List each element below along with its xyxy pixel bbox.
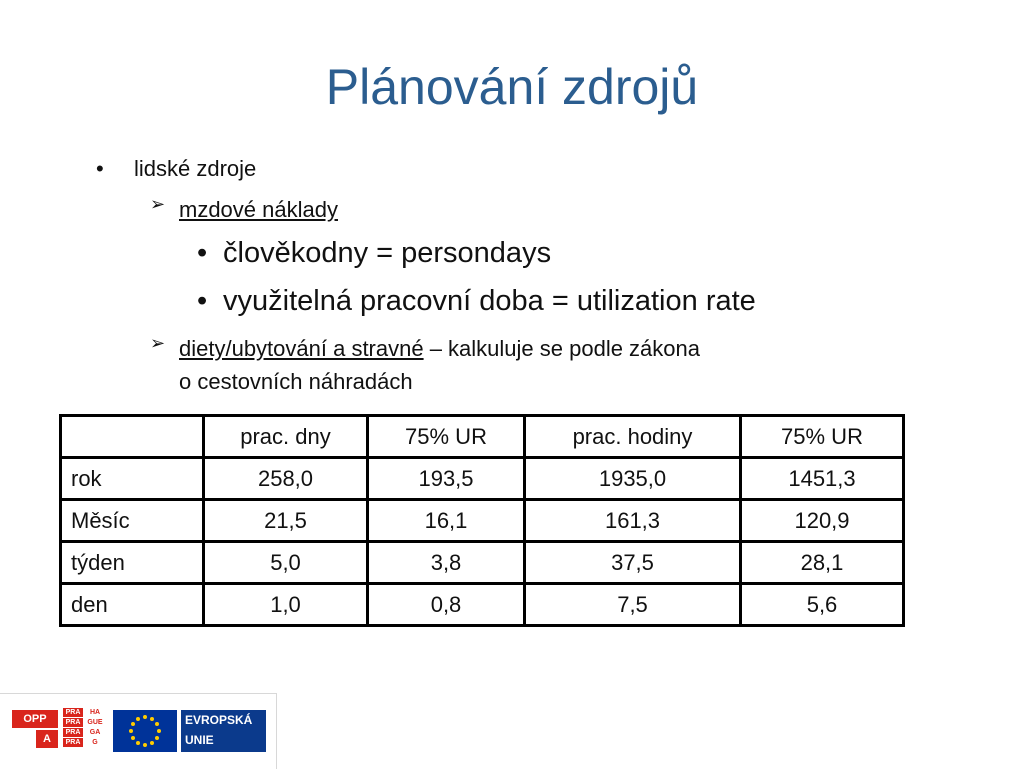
oppa-logo-text: A xyxy=(36,730,58,748)
praha-logo-text: GA xyxy=(85,728,105,737)
table-header-cell: 75% UR xyxy=(368,416,525,458)
table-cell: 193,5 xyxy=(368,458,525,500)
table-row-label: Měsíc xyxy=(61,500,204,542)
bullet-text-line2: o cestovních náhradách xyxy=(179,369,413,394)
praha-logo-text: PRA xyxy=(63,708,83,717)
arrow-bullet-icon: ➢ xyxy=(150,194,166,214)
praha-logo-text: HA xyxy=(85,708,105,717)
eu-label xyxy=(181,710,266,752)
eu-label-line2: UNIE xyxy=(185,733,214,747)
table-row-label: týden xyxy=(61,542,204,584)
table-cell: 120,9 xyxy=(741,500,904,542)
bullet-text: člověkodny = persondays xyxy=(223,237,552,269)
table-cell: 37,5 xyxy=(525,542,741,584)
resource-table xyxy=(59,414,905,627)
bullet-dot-icon: • xyxy=(197,237,208,269)
table-cell: 3,8 xyxy=(368,542,525,584)
table-header-cell: 75% UR xyxy=(741,416,904,458)
table-row xyxy=(61,500,904,542)
praha-logo-text: PRA xyxy=(63,738,83,747)
slide-title: Plánování zdrojů xyxy=(325,59,699,115)
bullet-text: lidské zdroje xyxy=(134,156,257,181)
praha-logo-text: PRA xyxy=(63,718,83,727)
table-row-label: rok xyxy=(61,458,204,500)
table-cell: 0,8 xyxy=(368,584,525,626)
wage-costs-link[interactable]: mzdové náklady xyxy=(179,197,338,222)
eu-flag-icon xyxy=(113,710,177,752)
table-row xyxy=(61,542,904,584)
table-cell: 258,0 xyxy=(204,458,368,500)
table-cell: 21,5 xyxy=(204,500,368,542)
eu-stars-icon xyxy=(113,710,177,752)
oppa-logo-text: OPP xyxy=(12,710,58,728)
oppa-logo xyxy=(12,710,58,748)
table-header-row xyxy=(61,416,904,458)
bullet-dot-icon: • xyxy=(197,285,208,317)
table-cell: 1451,3 xyxy=(741,458,904,500)
praha-logo xyxy=(63,708,107,748)
table-cell: 5,0 xyxy=(204,542,368,584)
table-cell: 5,6 xyxy=(741,584,904,626)
table-header-cell: prac. hodiny xyxy=(525,416,741,458)
allowances-link[interactable]: diety/ubytování a stravné xyxy=(179,336,424,361)
praha-logo-text: GUE xyxy=(85,718,105,727)
praha-logo-text: G xyxy=(85,738,105,747)
table-row xyxy=(61,458,904,500)
table-cell: 28,1 xyxy=(741,542,904,584)
eu-label-line1: EVROPSKÁ xyxy=(185,713,253,727)
table-cell: 1935,0 xyxy=(525,458,741,500)
table-cell: 161,3 xyxy=(525,500,741,542)
table-header-cell: prac. dny xyxy=(204,416,368,458)
table-row xyxy=(61,584,904,626)
table-cell: 1,0 xyxy=(204,584,368,626)
table-header-cell xyxy=(61,416,204,458)
bullet-dot-icon: • xyxy=(96,156,104,181)
table-cell: 7,5 xyxy=(525,584,741,626)
bullet-text: – kalkuluje se podle zákona xyxy=(423,336,701,361)
footer-logos xyxy=(0,693,277,769)
table-cell: 16,1 xyxy=(368,500,525,542)
arrow-bullet-icon: ➢ xyxy=(150,333,166,353)
praha-logo-text: PRA xyxy=(63,728,83,737)
bullet-text: využitelná pracovní doba = utilization rate xyxy=(223,285,756,317)
table-row-label: den xyxy=(61,584,204,626)
